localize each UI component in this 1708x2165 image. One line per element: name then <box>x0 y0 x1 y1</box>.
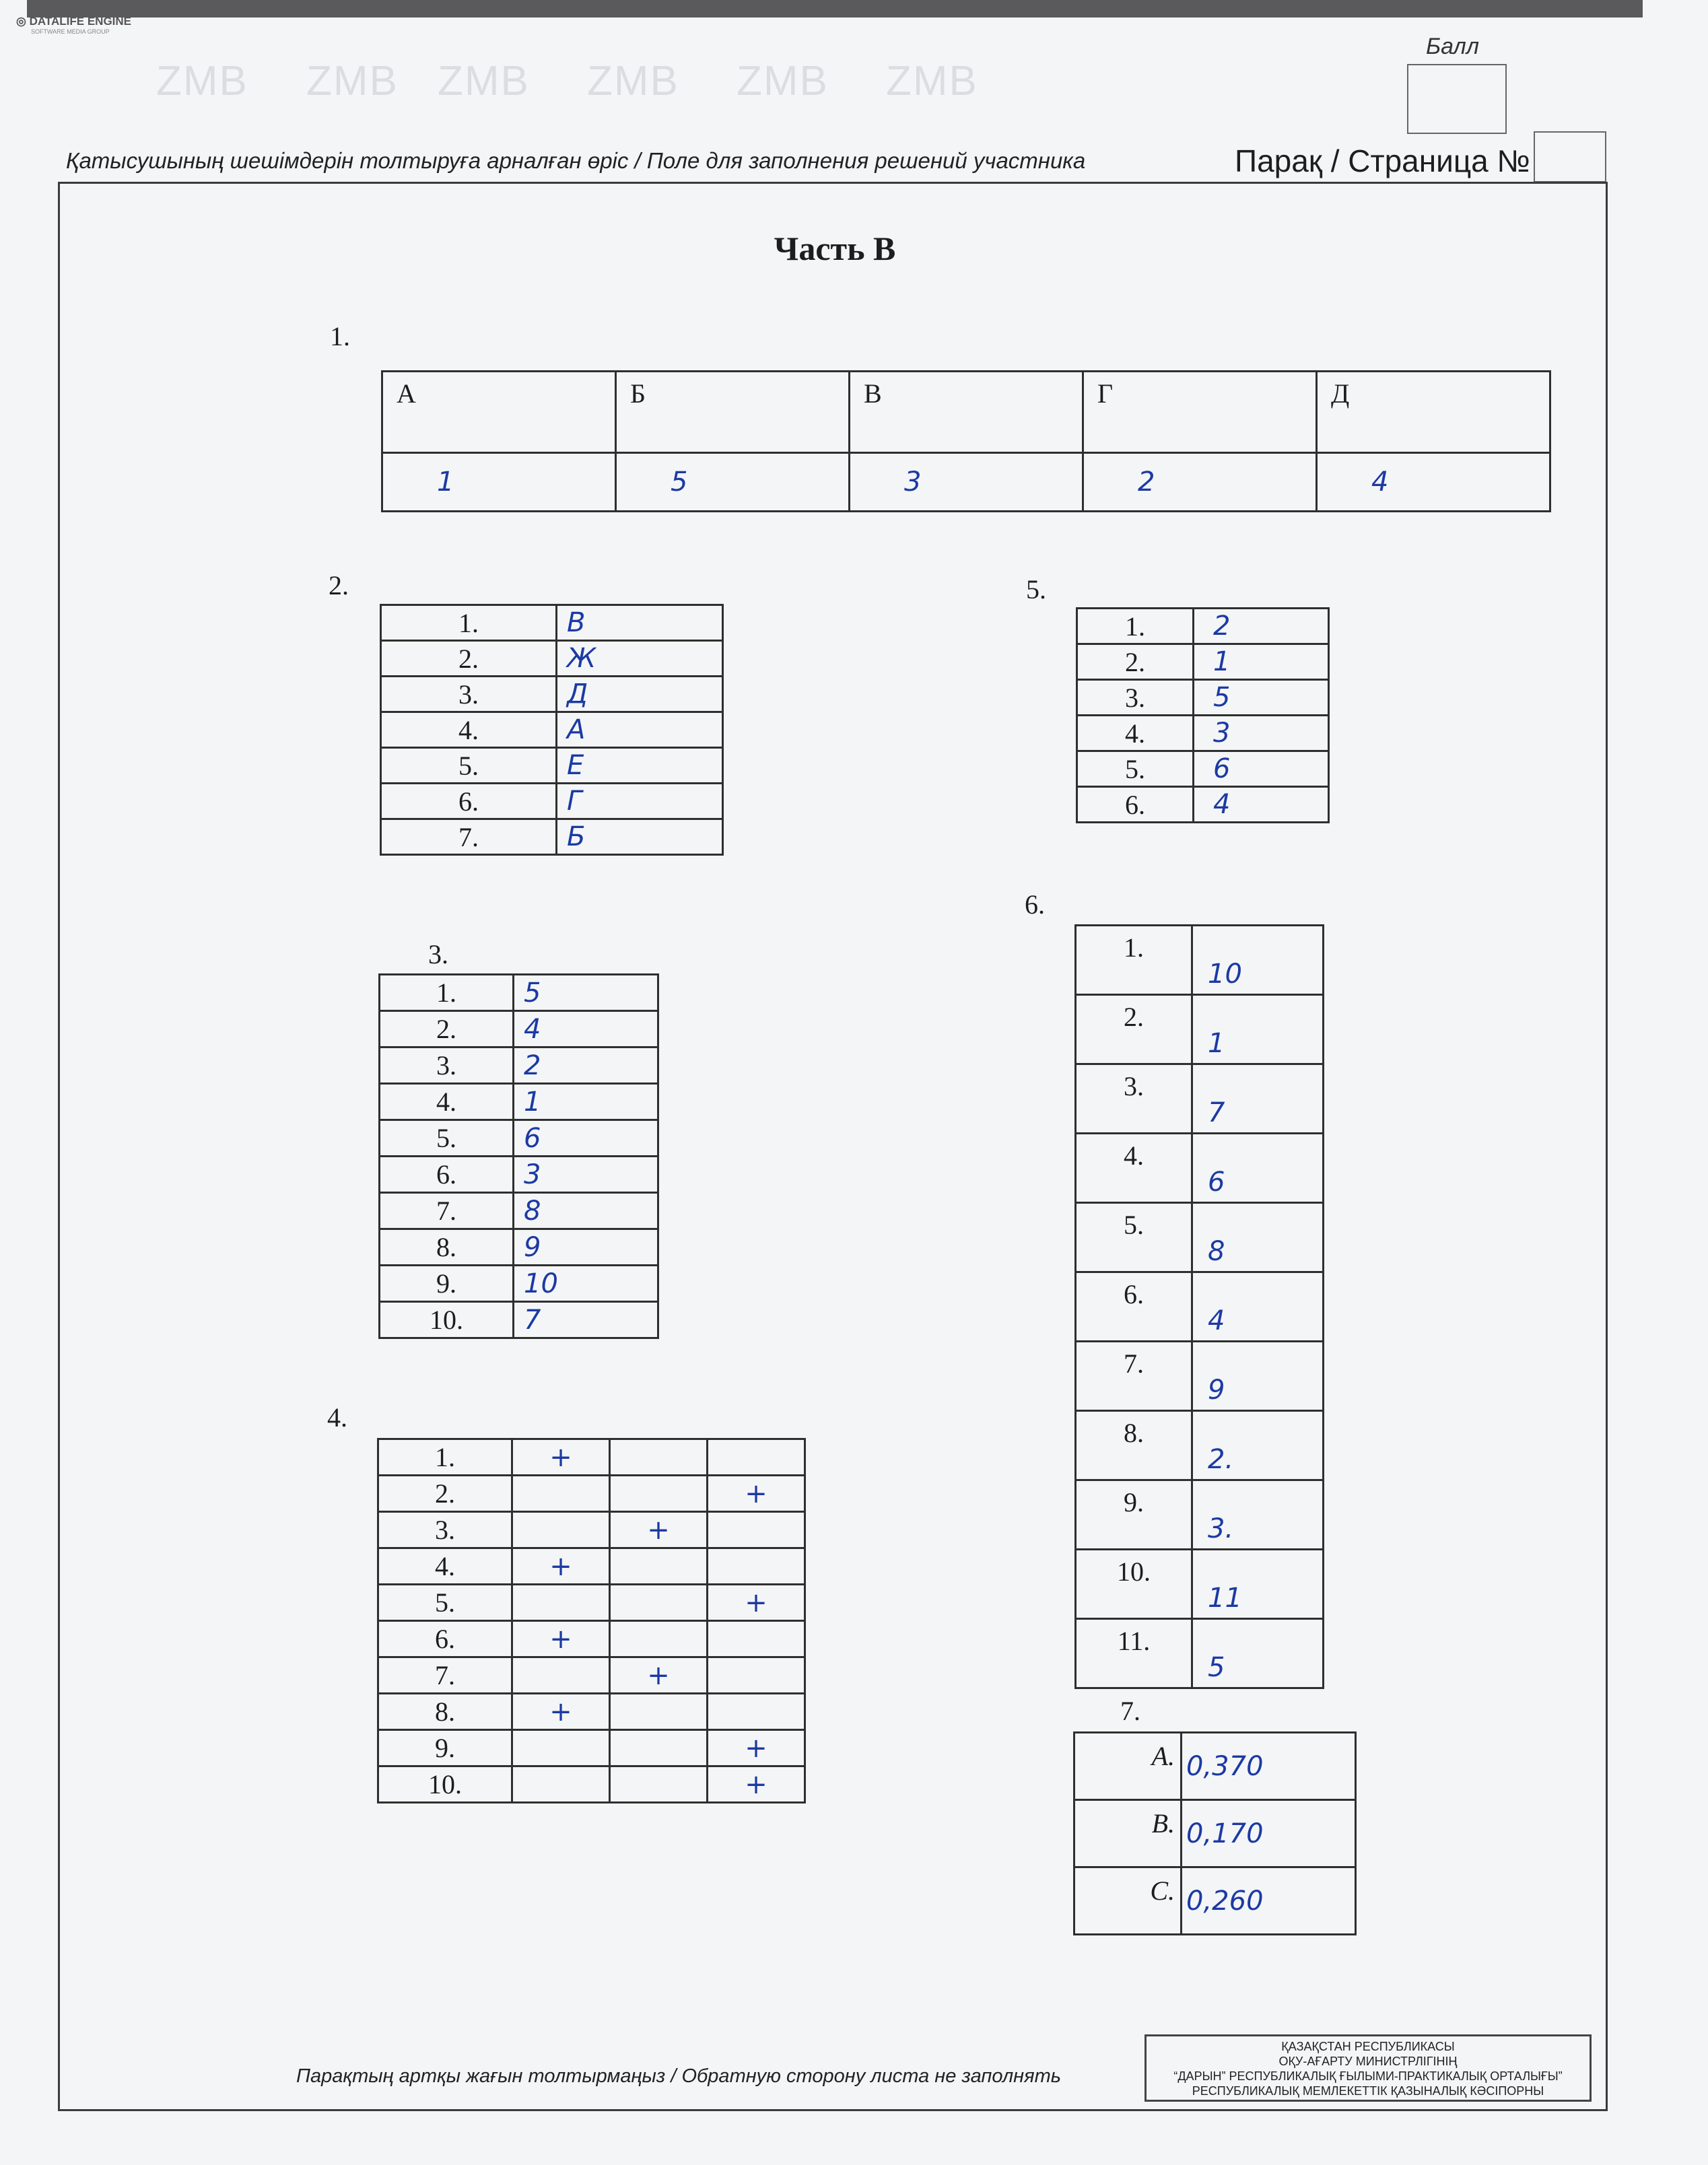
q7-answer[interactable]: 0,260 <box>1182 1867 1356 1935</box>
q4-mark[interactable] <box>512 1512 610 1548</box>
q4-table <box>377 1438 806 1803</box>
row-label: 3. <box>1076 1064 1192 1134</box>
q3-answer[interactable]: 10 <box>514 1266 658 1302</box>
q1-table <box>381 370 1551 512</box>
q4-mark[interactable]: + <box>708 1476 805 1512</box>
q3-answer[interactable]: 9 <box>514 1229 658 1266</box>
question-number: 5. <box>1026 574 1046 605</box>
q4-mark[interactable] <box>708 1694 805 1730</box>
q7-answer[interactable]: 0,170 <box>1182 1800 1356 1867</box>
stamp-line: ҚАЗАҚСТАН РЕСПУБЛИКАСЫ <box>1281 2040 1455 2053</box>
q5-answer[interactable]: 2 <box>1194 609 1329 644</box>
q6-answer[interactable]: 11 <box>1192 1550 1324 1619</box>
logo-icon: ◎ <box>16 15 26 28</box>
stamp-line: ОҚУ-АҒАРТУ МИНИСТРЛІГІНІҢ <box>1278 2055 1458 2068</box>
q5-answer[interactable]: 4 <box>1194 787 1329 823</box>
row-label: 1. <box>378 1439 512 1476</box>
row-label: 7. <box>1076 1342 1192 1411</box>
q6-answer[interactable]: 7 <box>1192 1064 1324 1134</box>
q4-mark[interactable] <box>512 1730 610 1766</box>
q1-answer[interactable]: 5 <box>616 453 850 512</box>
q4-mark[interactable] <box>610 1694 708 1730</box>
q4-mark[interactable]: + <box>512 1621 610 1657</box>
row-label: 1. <box>381 605 557 641</box>
page-number-label: Парақ / Страница № <box>1235 143 1530 178</box>
q4-mark[interactable] <box>512 1585 610 1621</box>
q2-answer[interactable]: Б <box>557 819 723 855</box>
q3-answer[interactable]: 8 <box>514 1193 658 1229</box>
q5-answer[interactable]: 3 <box>1194 716 1329 751</box>
official-stamp <box>1145 2034 1592 2102</box>
score-label: Балл <box>1426 34 1480 59</box>
q2-answer[interactable]: А <box>557 712 723 748</box>
row-label: 9. <box>378 1730 512 1766</box>
q6-answer[interactable]: 4 <box>1192 1272 1324 1342</box>
q2-answer[interactable]: Г <box>557 784 723 819</box>
q6-answer[interactable]: 9 <box>1192 1342 1324 1411</box>
watermark: ZMB <box>156 58 248 104</box>
row-label: 5. <box>381 748 557 784</box>
question-number: 2. <box>329 570 349 600</box>
watermark: ZMB <box>438 58 530 104</box>
watermark: ZMB <box>737 58 829 104</box>
q6-answer[interactable]: 5 <box>1192 1619 1324 1688</box>
logo-tagline: SOFTWARE MEDIA GROUP <box>31 28 110 35</box>
q2-table <box>380 604 724 856</box>
row-label: 3. <box>380 1047 514 1084</box>
q3-table <box>378 973 659 1339</box>
row-label: 1. <box>1076 926 1192 995</box>
row-label: 3. <box>378 1512 512 1548</box>
q1-header: В <box>850 372 1083 453</box>
q4-mark[interactable] <box>610 1766 708 1803</box>
row-label: 5. <box>1077 751 1194 787</box>
q1-answer[interactable]: 1 <box>382 453 616 512</box>
row-label: 10. <box>378 1766 512 1803</box>
q4-mark[interactable] <box>512 1657 610 1694</box>
score-box[interactable] <box>1407 64 1507 134</box>
row-label: 3. <box>1077 680 1194 716</box>
watermark: ZMB <box>587 58 679 104</box>
q4-mark[interactable] <box>708 1512 805 1548</box>
q1-header: Д <box>1317 372 1550 453</box>
q6-answer[interactable]: 8 <box>1192 1203 1324 1272</box>
row-label: 6. <box>1076 1272 1192 1342</box>
field-title: Қатысушының шешімдерін толтыруға арналған өріс / Поле для заполнения решений участника <box>66 148 1086 173</box>
q4-mark[interactable]: + <box>610 1512 708 1548</box>
q3-answer[interactable]: 4 <box>514 1011 658 1047</box>
q4-mark[interactable] <box>610 1476 708 1512</box>
row-label: 8. <box>380 1229 514 1266</box>
q4-mark[interactable] <box>610 1439 708 1476</box>
q2-answer[interactable]: Е <box>557 748 723 784</box>
row-label: 6. <box>380 1157 514 1193</box>
q3-answer[interactable]: 1 <box>514 1084 658 1120</box>
row-label: 2. <box>1077 644 1194 680</box>
row-label: 2. <box>1076 995 1192 1064</box>
q4-mark[interactable]: + <box>708 1585 805 1621</box>
row-label: C. <box>1074 1867 1182 1935</box>
row-label: 4. <box>378 1548 512 1585</box>
row-label: 4. <box>1077 716 1194 751</box>
q7-answer[interactable]: 0,370 <box>1182 1733 1356 1800</box>
question-number: 4. <box>327 1402 347 1433</box>
q5-answer[interactable]: 1 <box>1194 644 1329 680</box>
q4-mark[interactable] <box>708 1621 805 1657</box>
question-number: 6. <box>1025 889 1045 920</box>
q3-answer[interactable]: 6 <box>514 1120 658 1157</box>
row-label: 2. <box>381 641 557 677</box>
q6-answer[interactable]: 10 <box>1192 926 1324 995</box>
row-label: 5. <box>380 1120 514 1157</box>
row-label: 8. <box>378 1694 512 1730</box>
row-label: 10. <box>1076 1550 1192 1619</box>
q5-answer[interactable]: 6 <box>1194 751 1329 787</box>
footer-note: Парақтың артқы жағын толтырмаңыз / Обратную сторону листа не заполнять <box>296 2065 1062 2087</box>
row-label: 9. <box>1076 1480 1192 1550</box>
q4-mark[interactable]: + <box>512 1548 610 1585</box>
q7-table <box>1073 1731 1357 1935</box>
row-label: 3. <box>381 677 557 712</box>
q4-mark[interactable]: + <box>512 1439 610 1476</box>
logo <box>16 15 131 35</box>
top-bar <box>27 0 1643 18</box>
row-label: 4. <box>1076 1134 1192 1203</box>
question-number: 1. <box>330 321 350 351</box>
row-label: 1. <box>1077 609 1194 644</box>
watermark: ZMB <box>306 58 399 104</box>
q6-answer[interactable]: 2. <box>1192 1411 1324 1480</box>
q5-table <box>1076 607 1330 823</box>
logo-text: DATALIFE ENGINE <box>29 15 132 28</box>
row-label: 6. <box>378 1621 512 1657</box>
q6-table <box>1074 924 1324 1689</box>
q4-mark[interactable]: + <box>708 1730 805 1766</box>
q4-mark[interactable] <box>610 1548 708 1585</box>
q1-header: А <box>382 372 616 453</box>
row-label: 10. <box>380 1302 514 1338</box>
q1-header: Б <box>616 372 850 453</box>
q4-mark[interactable]: + <box>512 1694 610 1730</box>
row-label: 6. <box>1077 787 1194 823</box>
q6-answer[interactable]: 6 <box>1192 1134 1324 1203</box>
row-label: 5. <box>378 1585 512 1621</box>
row-label: 4. <box>381 712 557 748</box>
row-label: A. <box>1074 1733 1182 1800</box>
q5-answer[interactable]: 5 <box>1194 680 1329 716</box>
row-label: 7. <box>378 1657 512 1694</box>
q4-mark[interactable] <box>610 1730 708 1766</box>
q6-answer[interactable]: 3. <box>1192 1480 1324 1550</box>
q4-mark[interactable]: + <box>708 1766 805 1803</box>
q3-answer[interactable]: 7 <box>514 1302 658 1338</box>
q3-answer[interactable]: 5 <box>514 975 658 1011</box>
q3-answer[interactable]: 2 <box>514 1047 658 1084</box>
page-number-box[interactable] <box>1534 131 1606 182</box>
q4-mark[interactable] <box>708 1657 805 1694</box>
row-label: 2. <box>378 1476 512 1512</box>
row-label: 6. <box>381 784 557 819</box>
q2-answer[interactable]: Ж <box>557 641 723 677</box>
q2-answer[interactable]: В <box>557 605 723 641</box>
row-label: B. <box>1074 1800 1182 1867</box>
row-label: 7. <box>381 819 557 855</box>
q3-answer[interactable]: 3 <box>514 1157 658 1193</box>
row-label: 1. <box>380 975 514 1011</box>
row-label: 5. <box>1076 1203 1192 1272</box>
q4-mark[interactable] <box>512 1476 610 1512</box>
stamp-line: “ДАРЫН” РЕСПУБЛИКАЛЫҚ ҒЫЛЫМИ-ПРАКТИКАЛЫҚ ОРТАЛЫҒЫ” <box>1173 2069 1563 2083</box>
question-number: 7. <box>1120 1696 1140 1726</box>
stamp-line: РЕСПУБЛИКАЛЫҚ МЕМЛЕКЕТТІК ҚАЗЫНАЛЫҚ КӘСІПОРНЫ <box>1192 2084 1544 2098</box>
q4-mark[interactable] <box>610 1585 708 1621</box>
q6-answer[interactable]: 1 <box>1192 995 1324 1064</box>
q1-answer[interactable]: 4 <box>1317 453 1550 512</box>
row-label: 4. <box>380 1084 514 1120</box>
q4-mark[interactable]: + <box>610 1657 708 1694</box>
q4-mark[interactable] <box>708 1439 805 1476</box>
q2-answer[interactable]: Д <box>557 677 723 712</box>
part-title: Часть В <box>774 230 896 267</box>
q4-mark[interactable] <box>512 1766 610 1803</box>
q1-header: Г <box>1083 372 1317 453</box>
question-number: 3. <box>428 939 448 969</box>
q4-mark[interactable] <box>610 1621 708 1657</box>
row-label: 2. <box>380 1011 514 1047</box>
q4-mark[interactable] <box>708 1548 805 1585</box>
q1-answer[interactable]: 3 <box>850 453 1083 512</box>
row-label: 7. <box>380 1193 514 1229</box>
watermark: ZMB <box>886 58 978 104</box>
row-label: 11. <box>1076 1619 1192 1688</box>
row-label: 9. <box>380 1266 514 1302</box>
row-label: 8. <box>1076 1411 1192 1480</box>
q1-answer[interactable]: 2 <box>1083 453 1317 512</box>
